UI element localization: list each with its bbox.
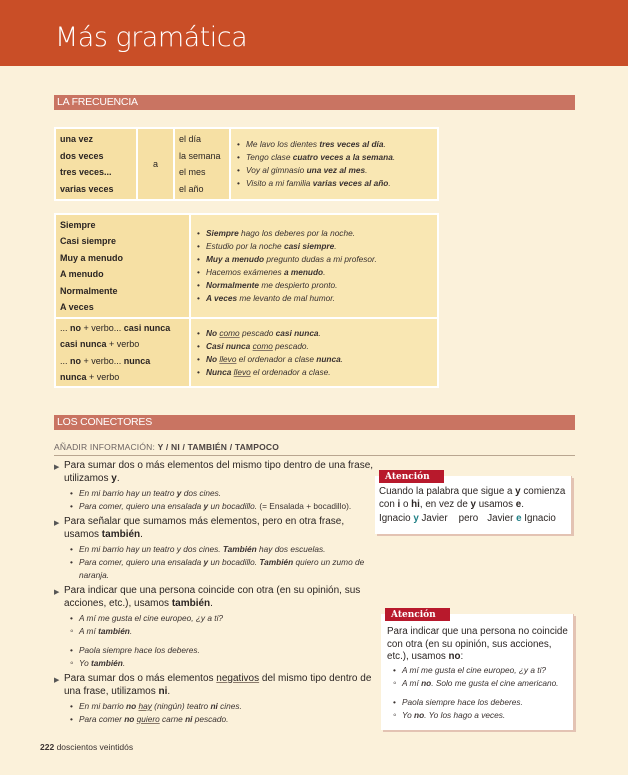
bold-expression: y: [111, 472, 117, 484]
bold-expression: Normalmente: [206, 280, 260, 290]
text-run: el ordenador a clase: [236, 353, 317, 364]
page-header: [0, 0, 628, 66]
negative-pattern: [60, 320, 185, 337]
example-item: [68, 657, 374, 670]
bold-expression: también: [171, 597, 211, 609]
attention-box-2: [381, 610, 574, 730]
page-title: Más gramática: [55, 22, 248, 53]
underlined-verb: como: [252, 340, 273, 351]
text-run: casi nunca: [123, 322, 171, 333]
text-run: Javier: [418, 513, 448, 524]
text-run: .: [167, 685, 171, 697]
example-item: [195, 366, 433, 379]
bold-expression: Muy a menudo: [206, 254, 265, 264]
negative-examples-column: [191, 319, 437, 386]
bold-expression: No: [206, 327, 218, 338]
text-run: hi: [411, 498, 420, 510]
text-run: me levanto de mal humor.: [237, 293, 335, 303]
example-item: [68, 700, 374, 713]
attention-badge: Atención: [379, 470, 444, 483]
bold-expression: También: [222, 544, 257, 554]
example-item: [391, 709, 569, 722]
text-run: Para indicar que una persona coincide con otra (en su opinión, sus acciones, etc.), usamos: [64, 585, 361, 609]
period: el mes: [179, 167, 206, 177]
text-run: me despierto pronto.: [259, 280, 338, 290]
text-run: Para comer, quiero una ensalada: [79, 557, 204, 567]
bold-expression: una vez al mes: [306, 165, 366, 175]
examples-column: [231, 129, 437, 199]
text-run: comienza con: [379, 486, 566, 510]
example-item: [195, 266, 433, 279]
text-run: .: [334, 241, 337, 251]
bullet-triangle-icon: ▶: [54, 464, 60, 471]
example-item: [195, 227, 433, 240]
text-run: Ignacio: [379, 513, 414, 524]
attention-text: [375, 476, 571, 526]
bold-expression: no: [124, 714, 135, 724]
text-run: nunca: [60, 372, 87, 382]
text-run: y: [413, 513, 419, 524]
example-item: [68, 625, 374, 638]
text-run: del mismo tipo dentro de una frase, utilizamos: [64, 673, 372, 697]
text-run: hay dos escuelas.: [256, 544, 326, 554]
negative-pattern: [60, 353, 185, 370]
text-run: A mí: [79, 626, 99, 636]
text-run: un bocadillo.: [208, 557, 260, 567]
text-run: :: [460, 651, 464, 662]
subhead-connectors: Y / NI / TAMBIÉN / TAMPOCO: [157, 442, 280, 452]
text-run: Para comer: [79, 714, 125, 724]
text-run: .: [116, 472, 120, 484]
text-run: En mi barrio: [79, 701, 127, 711]
text-run: Para sumar dos o más elementos: [64, 673, 217, 684]
connector-rules: [54, 460, 374, 729]
example-item: [68, 543, 374, 556]
text-run: Yo: [402, 709, 414, 720]
bold-expression: tres veces al día: [319, 139, 384, 149]
text-run: ...: [60, 322, 71, 333]
example-item: [195, 340, 433, 353]
rule-item: [54, 516, 374, 582]
period: el año: [179, 183, 204, 194]
text-run: quiero un zumo de naranja.: [79, 557, 365, 580]
text-run: .: [140, 528, 143, 540]
text-run: .: [318, 327, 321, 338]
bold-expression: y: [176, 488, 182, 498]
underlined-word: hay: [138, 701, 152, 711]
example-item: [235, 151, 433, 164]
amount: una vez: [60, 134, 94, 144]
amount: tres veces...: [60, 167, 112, 177]
text-run: Tengo clase: [246, 152, 293, 162]
example-list: [68, 487, 374, 513]
text-run: pescado.: [192, 714, 229, 724]
frequency-table-1: [54, 127, 439, 201]
example-item: [235, 177, 433, 190]
example-item: [195, 279, 433, 292]
attention-box-1: [375, 472, 572, 534]
example-item: [195, 240, 433, 253]
text-run: Javier: [487, 513, 517, 524]
example-item: [68, 556, 374, 582]
text-run: Paola siempre hace los deberes.: [79, 645, 200, 655]
bold-expression: casi siempre: [283, 241, 335, 251]
text-run: , en vez de: [419, 498, 471, 510]
example-item: [68, 644, 374, 657]
bold-expression: ni: [185, 714, 193, 724]
amount: dos veces: [60, 150, 104, 161]
text-run: .: [383, 139, 386, 149]
bold-expression: A veces: [206, 293, 238, 303]
attention-badge: Atención: [385, 608, 450, 621]
example-item: [68, 487, 374, 500]
bold-expression: a menudo: [283, 267, 324, 277]
text-run: ...: [60, 355, 71, 366]
text-run: Cuando la palabra que sigue a: [379, 486, 516, 497]
text-run: Voy al gimnasio: [246, 165, 307, 175]
example-item: [195, 253, 433, 266]
example-item: [391, 696, 569, 709]
text-run: Para comer, quiero una ensalada: [79, 501, 204, 511]
rule-item: [54, 460, 374, 513]
bold-expression: Casi nunca: [206, 340, 251, 351]
text-run: carne: [159, 714, 186, 724]
text-run: usamos: [476, 498, 516, 510]
bold-expression: también: [101, 528, 141, 540]
text-run: no: [448, 651, 461, 662]
text-run: En mi barrio hay un teatro y dos cines.: [79, 544, 223, 554]
amount: varias veces: [60, 183, 114, 194]
separator-word: pero: [458, 513, 479, 524]
bold-expression: Nunca: [206, 366, 232, 377]
text-run: .: [122, 658, 126, 668]
text-run: .: [323, 267, 326, 277]
period: el día: [179, 134, 202, 144]
example-item: [68, 612, 374, 625]
adverb: A veces: [60, 302, 94, 312]
text-run: Para sumar dos o más elementos del mismo tipo dentro de una frase, utilizamos: [64, 460, 374, 484]
example-item: [195, 353, 433, 366]
rule-item: [54, 585, 374, 670]
adverb: A menudo: [60, 269, 104, 279]
text-run: Para señalar que sumamos más elementos, pero en otra frase, usamos: [64, 516, 345, 540]
text-run: nunca: [123, 355, 151, 366]
attention-example: [379, 513, 567, 526]
text-run: el ordenador a clase.: [250, 366, 331, 377]
section-title-frecuencia: LA FRECUENCIA: [54, 95, 575, 110]
example-item: [195, 292, 433, 305]
text-run: dos cines.: [181, 488, 222, 498]
bold-expression: no: [414, 709, 425, 720]
bold-expression: también: [91, 658, 123, 668]
text-run: pescado.: [272, 340, 309, 351]
bold-expression: no: [126, 701, 137, 711]
underlined-verb: llevo: [233, 366, 251, 377]
text-run: Hacemos exámenes: [206, 267, 284, 277]
negative-pattern: [60, 369, 185, 386]
bold-expression: no: [421, 677, 432, 688]
underlined-verb: como: [219, 327, 240, 338]
text-run: y: [515, 486, 521, 497]
example-item: [235, 138, 433, 151]
bold-expression: varias veces al año: [312, 178, 389, 188]
underlined-verb: llevo: [219, 353, 237, 364]
underlined-word: quiero: [136, 714, 160, 724]
example-list: [391, 664, 569, 722]
bold-expression: nunca: [316, 353, 341, 364]
text-run: En mi barrio hay un teatro: [79, 488, 177, 498]
negative-patterns-column: [56, 319, 189, 386]
text-run: no: [70, 322, 82, 333]
text-run: .: [210, 597, 213, 609]
text-run: Para indicar que una persona no coincide con otra (en su opinión, sus acciones, etc.), usamos: [387, 626, 568, 662]
adverb: Casi siempre: [60, 236, 117, 246]
text-run: y: [470, 498, 476, 510]
note: (= Ensalada + bocadillo).: [257, 501, 352, 511]
bold-expression: casi nunca: [275, 327, 319, 338]
text-run: cines.: [217, 701, 242, 711]
text-run: .: [340, 353, 343, 364]
bold-expression: No: [206, 353, 218, 364]
periods-column: [175, 129, 229, 199]
bold-expression: Siempre: [206, 228, 239, 238]
text-run: A mí me gusta el cine europeo, ¿y a ti?: [79, 613, 224, 623]
bullet-triangle-icon: ▶: [54, 589, 60, 596]
text-run: e: [515, 498, 522, 510]
text-run: pregunto dudas a mi profesor.: [264, 254, 377, 264]
example-item: [391, 664, 569, 677]
text-run: Paola siempre hace los deberes.: [402, 696, 523, 707]
text-run: pescado: [239, 327, 276, 338]
page-number-words: doscientos veintidós: [56, 742, 134, 752]
text-run: casi nunca: [60, 339, 107, 349]
text-run: (ningún) teatro: [151, 701, 211, 711]
text-run: Ignacio: [521, 513, 556, 524]
bold-expression: ni: [158, 685, 168, 697]
text-run: Yo: [79, 658, 91, 668]
adverbs-column: [56, 215, 189, 317]
adverb: Normalmente: [60, 285, 118, 296]
example-item: [391, 677, 569, 690]
text-run: no: [70, 355, 82, 366]
example-list: [68, 700, 374, 726]
page-footer: [40, 742, 133, 752]
text-run: + verbo...: [81, 322, 124, 333]
text-run: e: [516, 513, 522, 524]
example-list: [68, 612, 374, 670]
subsection-heading: [54, 442, 575, 456]
text-run: hago los deberes por la noche.: [238, 228, 355, 238]
text-run: A mí: [402, 677, 422, 688]
text-run: + verbo: [86, 372, 120, 382]
example-item: [68, 500, 374, 513]
bold-expression: También: [259, 557, 294, 567]
text-run: .: [129, 626, 133, 636]
text-run: .: [388, 178, 391, 188]
subhead-label: AÑADIR INFORMACIÓN:: [54, 442, 158, 452]
text-run: o: [400, 498, 412, 510]
text-run: . Solo me gusta el cine americano.: [431, 677, 559, 688]
bold-expression: y: [203, 501, 209, 511]
example-item: [235, 164, 433, 177]
bold-expression: cuatro veces a la semana: [292, 152, 393, 162]
section-title-conectores: LOS CONECTORES: [54, 415, 575, 430]
text-run: .: [365, 165, 368, 175]
underlined-word: negativos: [216, 673, 260, 684]
bold-expression: también: [98, 626, 130, 636]
adverb-examples-column: [191, 215, 437, 317]
example-item: [68, 713, 374, 726]
text-run: + verbo...: [81, 355, 124, 366]
period: la semana: [179, 150, 221, 161]
text-run: Visito a mi familia: [246, 178, 313, 188]
text-run: + verbo: [106, 339, 140, 349]
text-run: Estudio por la noche: [206, 241, 284, 251]
example-item: [195, 327, 433, 340]
connector-cell: a: [138, 129, 173, 199]
text-run: .: [392, 152, 396, 162]
adverb: Siempre: [60, 219, 96, 230]
rule-item: [54, 673, 374, 726]
amounts-column: [56, 129, 136, 199]
example-list: [68, 543, 374, 582]
bold-expression: ni: [210, 701, 218, 711]
bold-expression: y: [203, 557, 209, 567]
text-run: .: [521, 498, 524, 510]
attention-text: [381, 614, 573, 722]
frequency-table-2: [54, 213, 439, 388]
text-run: i: [397, 498, 401, 510]
bullet-triangle-icon: ▶: [54, 677, 60, 684]
text-run: A mí me gusta el cine europeo, ¿y a ti?: [402, 664, 547, 675]
page-number: 222: [40, 742, 55, 752]
text-run: Me lavo los dientes: [246, 139, 320, 149]
text-run: . Yo los hago a veces.: [424, 709, 506, 720]
adverb: Muy a menudo: [60, 252, 124, 263]
negative-pattern: [60, 336, 185, 353]
text-run: un bocadillo.: [208, 501, 258, 511]
bullet-triangle-icon: ▶: [54, 520, 60, 527]
